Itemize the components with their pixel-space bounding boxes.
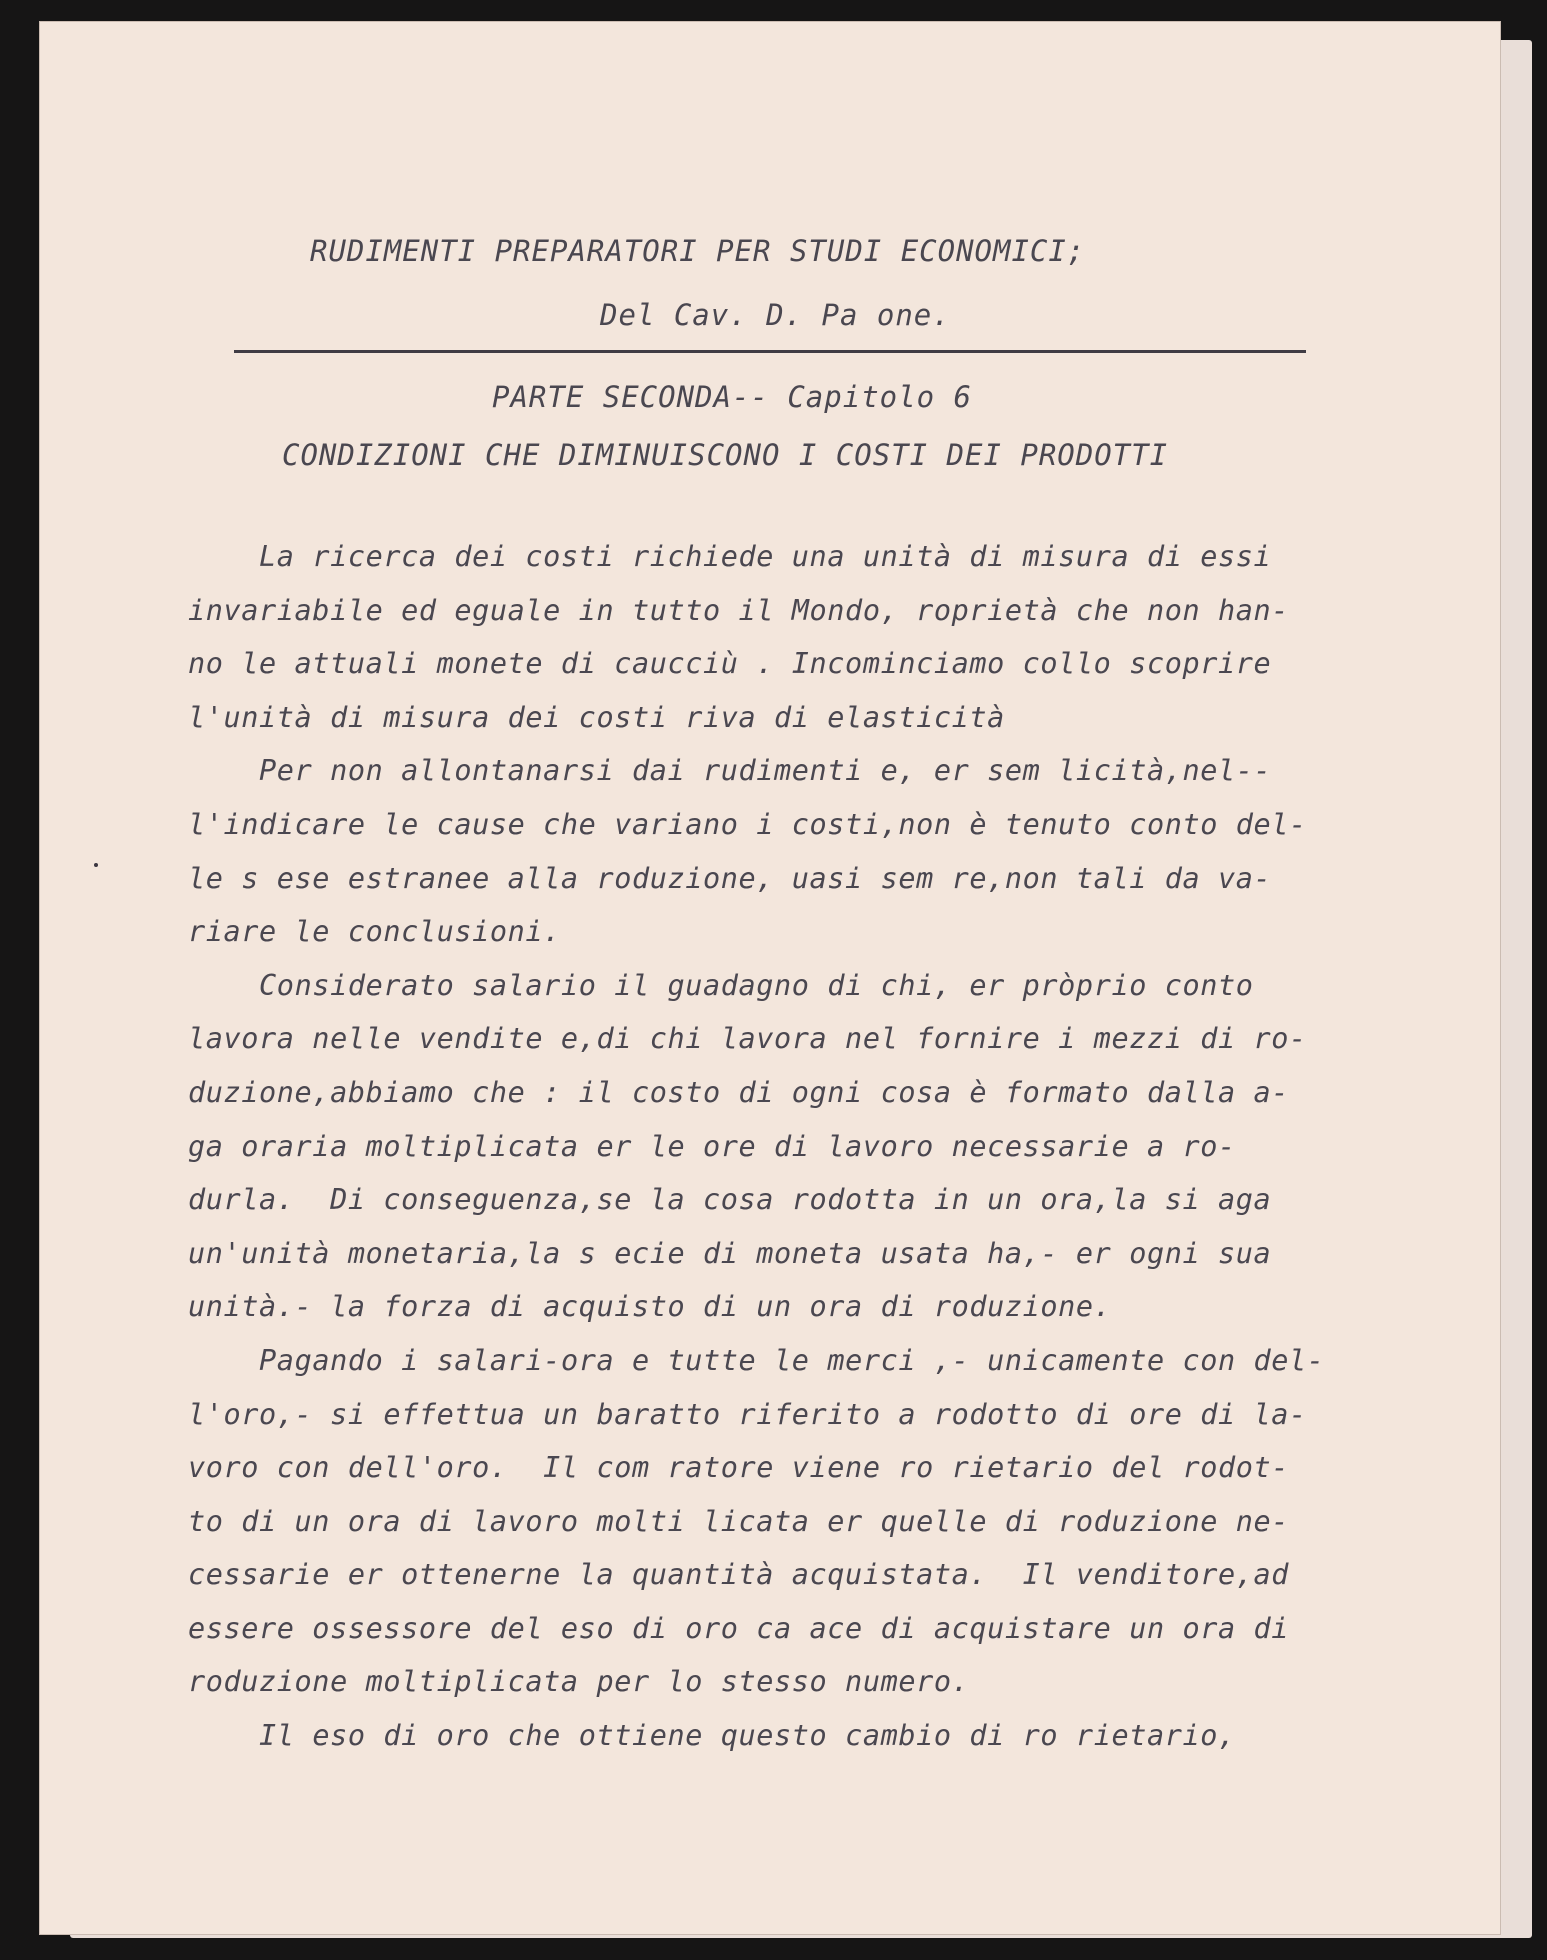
- text-line: le s ese estranee alla roduzione, uasi sem re,non tali da va-: [188, 861, 1272, 895]
- text-line: riare le conclusioni.: [188, 915, 561, 949]
- body-text: [188, 530, 1438, 1763]
- text-line: duzione,abbiamo che : il costo di ogni cosa è formato dalla a-: [188, 1075, 1290, 1109]
- text-line: roduzione moltiplicata per lo stesso numero.: [188, 1665, 970, 1699]
- title-rule: [234, 350, 1306, 353]
- text-line: Pagando i salari-ora e tutte le merci ,- unicamente con del-: [188, 1343, 1325, 1377]
- text-line: essere ossessore del eso di oro ca ace di acquistare un ora di: [188, 1611, 1290, 1645]
- text-line: l'unità di misura dei costi riva di elasticità: [188, 700, 1005, 734]
- text-line: l'indicare le cause che variano i costi,non è tenuto conto del-: [188, 807, 1307, 841]
- text-line: voro con dell'oro. Il com ratore viene ro rietario del rodot-: [188, 1451, 1290, 1485]
- text-line: cessarie er ottenerne la quantità acquistata. Il venditore,ad: [188, 1558, 1290, 1592]
- text-line: La ricerca dei costi richiede una unità di misura di essi: [188, 540, 1272, 573]
- text-line: Per non allontanarsi dai rudimenti e, er sem licità,nel--: [188, 754, 1272, 788]
- text-line: durla. Di conseguenza,se la cosa rodotta in un ora,la si aga: [188, 1183, 1272, 1217]
- chapter-title: CONDIZIONI CHE DIMINUISCONO I COSTI DEI PRODOTTI: [282, 438, 1169, 472]
- text-line: lavora nelle vendite e,di chi lavora nel fornire i mezzi di ro-: [188, 1022, 1307, 1056]
- typewritten-page: [40, 22, 1500, 1934]
- text-line: un'unità monetaria,la s ecie di moneta usata ha,- er ogni sua: [188, 1236, 1272, 1270]
- text-line: invariabile ed eguale in tutto il Mondo, roprietà che non han-: [188, 593, 1290, 627]
- text-line: Considerato salario il guadagno di chi, er pròprio conto: [188, 968, 1254, 1002]
- text-line: unità.- la forza di acquisto di un ora di roduzione.: [188, 1290, 1112, 1324]
- text-line: Il eso di oro che ottiene questo cambio di ro rietario,: [188, 1719, 1236, 1753]
- text-line: no le attuali monete di caucciù . Incominciamo collo scoprire: [188, 647, 1272, 681]
- text-line: to di un ora di lavoro molti licata er quelle di roduzione ne-: [188, 1504, 1290, 1538]
- text-line: l'oro,- si effettua un baratto riferito a rodotto di ore di la-: [188, 1397, 1307, 1431]
- part-heading: PARTE SECONDA-- Capitolo 6: [492, 380, 972, 414]
- ink-dot: [94, 863, 98, 867]
- document-author: Del Cav. D. Pa one.: [600, 298, 951, 332]
- text-line: ga oraria moltiplicata er le ore di lavoro necessarie a ro-: [188, 1129, 1236, 1163]
- document-title: RUDIMENTI PREPARATORI PER STUDI ECONOMICI;: [310, 234, 1086, 268]
